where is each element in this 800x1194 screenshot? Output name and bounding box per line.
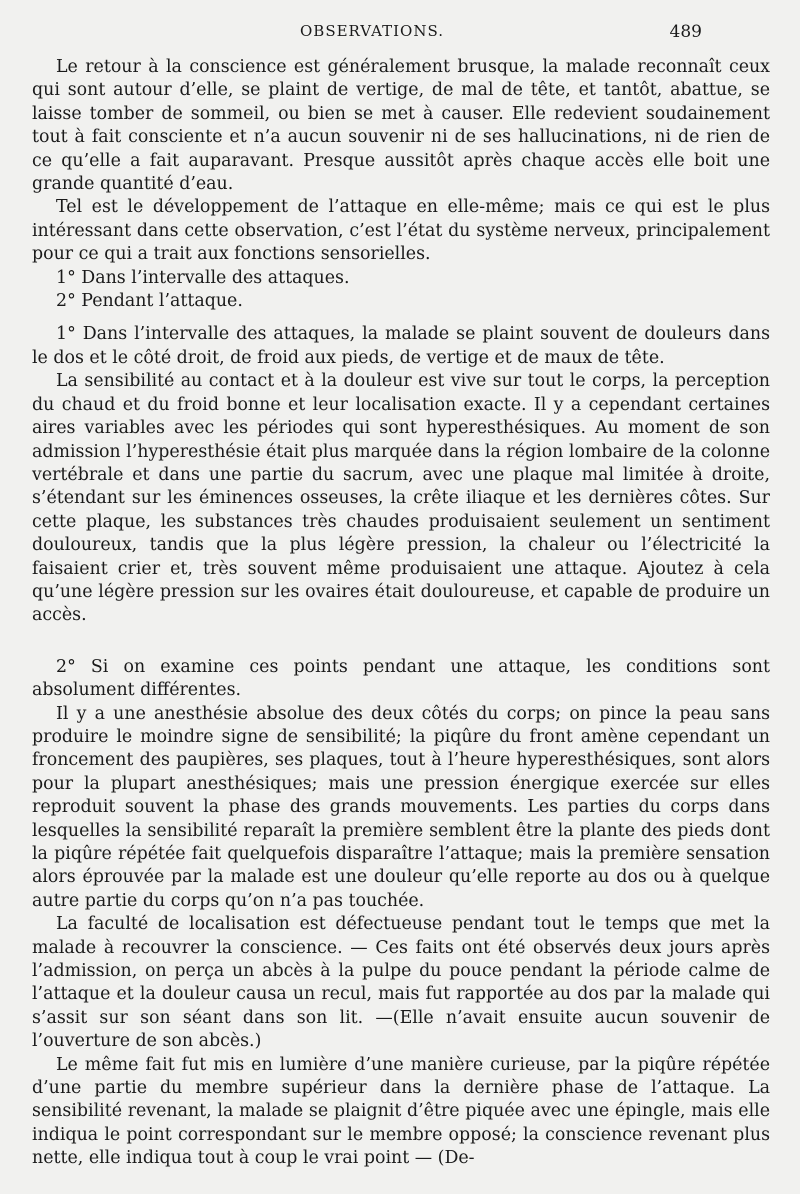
paragraph: La faculté de localisation est défectueuse pendant tout le temps que met la malade à recouvrer la conscience. — Ces faits ont été observés deux jours après l’admission, on perça un abcès à la pulpe du pouce pendant la période calme de l’attaque et la douleur causa un recul, mais fut rapportée au dos par la malade qui s’assit sur son séant dans son lit. —(Elle n’avait ensuite aucun souvenir de l’ouverture de son abcès.) xyxy=(32,914,770,1052)
page-header xyxy=(0,22,800,48)
paragraph: 2° Si on examine ces points pendant une attaque, les conditions sont absolument différentes. xyxy=(32,656,770,701)
page-number: 489 xyxy=(669,22,702,42)
paragraph: Tel est le développement de l’attaque en elle-même; mais ce qui est le plus intéressant dans cette observation, c’est l’état du système nerveux, principalement pour ce qui a trait aux fonctions sensorielles. xyxy=(32,197,770,265)
list-item: 1° Dans l’intervalle des attaques. xyxy=(56,267,350,288)
paragraph: Il y a une anesthésie absolue des deux côtés du corps; on pince la peau sans produire le moindre signe de sensibilité; la piqûre du front amène cependant un froncement des paupières, ses plaques, tout à l’heure hyperesthésiques, sont alors pour la plupart anesthésiques; mais une pression énergique exercée sur elles reproduit souvent la phase des grands mouvements. Les parties du corps dans lesquelles la sensibilité reparaît la première semblent être la plante des pieds dont la piqûre répétée fait quelquefois disparaître l’attaque; mais la première sensation alors éprouvée par la malade est une douleur qu’elle reporte au dos ou à quelque autre partie du corps qu’on n’a pas touchée. xyxy=(32,703,770,911)
paragraph: Le retour à la conscience est généralement brusque, la malade reconnaît ceux qui sont autour d’elle, se plaint de vertige, de mal de tête, et tantôt, abattue, se laisse tomber de sommeil, ou bien se met à causer. Elle redevient soudainement tout à fait consciente et n’a aucun souvenir ni de ses hallucinations, ni de rien de ce qu’elle a fait auparavant. Presque aussitôt après chaque accès elle boit une grande quantité d’eau. xyxy=(32,57,770,195)
paragraph: 1° Dans l’intervalle des attaques, la malade se plaint souvent de douleurs dans le dos et le côté droit, de froid aux pieds, de vertige et de maux de tête. xyxy=(32,324,770,368)
paragraph: Le même fait fut mis en lumière d’une manière curieuse, par la piqûre répétée d’une partie du membre supérieur dans la dernière phase de l’attaque. La sensibilité revenant, la malade se plaignit d’être piquée avec une épingle, mais elle indiqua le point correspondant sur le membre opposé; la conscience revenant plus nette, elle indiqua tout à coup le vrai point — (De- xyxy=(32,1054,770,1169)
list-item: 2° Pendant l’attaque. xyxy=(56,291,243,312)
paragraph: La sensibilité au contact et à la douleur est vive sur tout le corps, la perception du chaud et du froid bonne et leur localisation exacte. Il y a cependant certaines aires variables avec les périodes qui sont hyperesthésiques. Au moment de son admission l’hyperesthésie était plus marquée dans la région lombaire de la colonne vertébrale et dans une partie du sacrum, avec une plaque mal limitée à droite, s’étendant sur les éminences osseuses, la crête iliaque et les dernières côtes. Sur cette plaque, les substances très chaudes produisaient seulement un sentiment douloureux, tandis que la plus légère pression, la chaleur ou l’électricité la faisaient crier et, très souvent même produisaient une attaque. Ajoutez à cela qu’une légère pression sur les ovaires était douloureuse, et capable de produire un accès. xyxy=(32,371,770,626)
page-body xyxy=(32,56,770,1171)
running-title: OBSERVATIONS. xyxy=(300,22,444,40)
